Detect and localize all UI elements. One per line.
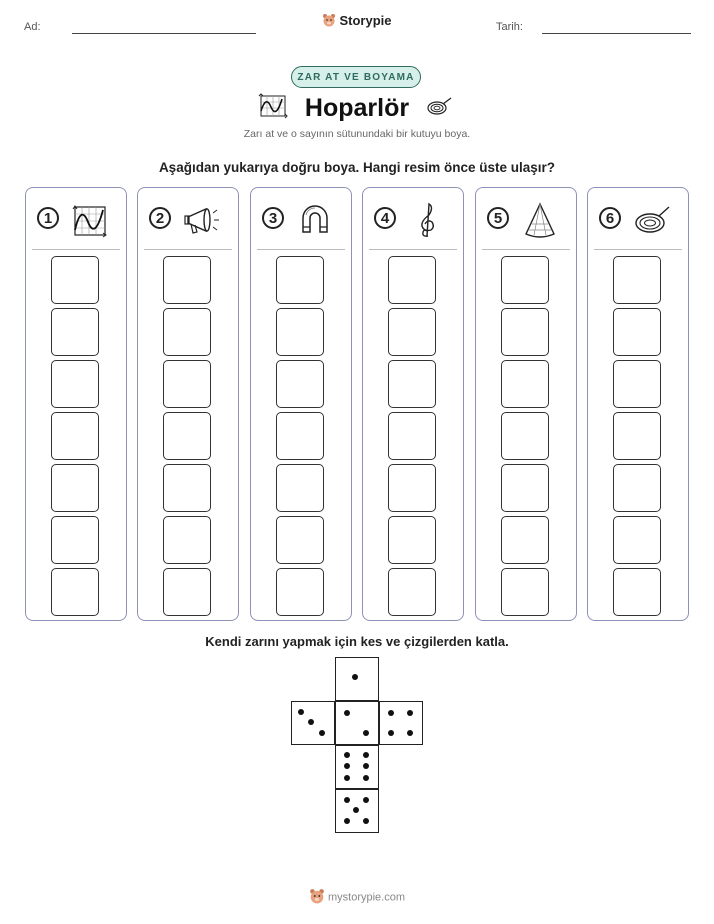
pip-dot	[363, 730, 369, 736]
pip-dot	[344, 775, 350, 781]
footer-url[interactable]: mystorypie.com	[327, 891, 406, 904]
divider	[144, 249, 232, 250]
instruction-text: Aşağıdan yukarıya doğru boya. Hangi resim önce üste ulaşır?	[158, 160, 556, 175]
name-label: Ad:	[24, 21, 41, 33]
column-number: 6	[599, 207, 621, 229]
color-box[interactable]	[501, 412, 549, 460]
pip-dot	[344, 763, 350, 769]
die-face-6	[335, 745, 379, 789]
color-box[interactable]	[51, 516, 99, 564]
color-box[interactable]	[388, 516, 436, 564]
color-box[interactable]	[276, 360, 324, 408]
column-5	[475, 187, 577, 621]
pip-dot	[363, 775, 369, 781]
pip-dot	[407, 730, 413, 736]
color-box[interactable]	[613, 464, 661, 512]
color-box[interactable]	[276, 308, 324, 356]
pip-dot	[344, 818, 350, 824]
brand-name: Storypie	[339, 13, 392, 28]
color-box[interactable]	[501, 464, 549, 512]
pip-dot	[388, 730, 394, 736]
color-box[interactable]	[388, 256, 436, 304]
subtitle: Zarı at ve o sayının sütunundaki bir kutuyu boya.	[243, 128, 471, 140]
pip-dot	[363, 818, 369, 824]
color-box[interactable]	[163, 464, 211, 512]
name-line[interactable]	[72, 33, 256, 34]
die-face-3	[291, 701, 335, 745]
bear-logo-icon	[322, 13, 336, 30]
color-box[interactable]	[388, 308, 436, 356]
magnet-icon	[295, 200, 335, 240]
color-box[interactable]	[276, 516, 324, 564]
bear-logo-icon	[309, 888, 325, 907]
color-box[interactable]	[163, 412, 211, 460]
brand-logo	[0, 13, 714, 30]
pip-dot	[352, 674, 358, 680]
column-number: 5	[487, 207, 509, 229]
divider	[482, 249, 570, 250]
color-box[interactable]	[276, 412, 324, 460]
color-box[interactable]	[501, 256, 549, 304]
pip-dot	[344, 797, 350, 803]
color-box[interactable]	[51, 308, 99, 356]
megaphone-icon	[182, 200, 222, 240]
activity-badge: ZAR AT VE BOYAMA	[291, 66, 421, 88]
color-box[interactable]	[501, 568, 549, 616]
color-box[interactable]	[163, 308, 211, 356]
color-box[interactable]	[163, 360, 211, 408]
column-2	[137, 187, 239, 621]
die-face-1	[335, 657, 379, 701]
pip-dot	[388, 710, 394, 716]
color-box[interactable]	[613, 256, 661, 304]
color-box[interactable]	[613, 568, 661, 616]
divider	[32, 249, 120, 250]
color-box[interactable]	[613, 412, 661, 460]
column-number: 4	[374, 207, 396, 229]
pip-dot	[298, 709, 304, 715]
color-box[interactable]	[163, 516, 211, 564]
color-box[interactable]	[501, 516, 549, 564]
divider	[594, 249, 682, 250]
graph-chart-icon	[70, 200, 110, 240]
die-face-5	[335, 789, 379, 833]
coiled-rope-icon	[426, 95, 454, 117]
pip-dot	[363, 797, 369, 803]
pip-dot	[363, 763, 369, 769]
color-box[interactable]	[388, 568, 436, 616]
die-face-4	[379, 701, 423, 745]
color-box[interactable]	[51, 568, 99, 616]
date-line[interactable]	[542, 33, 691, 34]
pip-dot	[407, 710, 413, 716]
divider	[369, 249, 457, 250]
color-box[interactable]	[613, 360, 661, 408]
color-box[interactable]	[276, 464, 324, 512]
column-number: 1	[37, 207, 59, 229]
color-box[interactable]	[163, 568, 211, 616]
cone-icon	[520, 200, 560, 240]
column-6	[587, 187, 689, 621]
dice-instruction: Kendi zarını yapmak için kes ve çizgilerden katla.	[205, 634, 509, 649]
column-number: 3	[262, 207, 284, 229]
color-box[interactable]	[388, 360, 436, 408]
color-box[interactable]	[51, 464, 99, 512]
color-box[interactable]	[501, 308, 549, 356]
color-box[interactable]	[501, 360, 549, 408]
pip-dot	[319, 730, 325, 736]
column-4	[362, 187, 464, 621]
treble-clef-icon	[407, 200, 447, 240]
column-number: 2	[149, 207, 171, 229]
die-face-2	[335, 701, 379, 745]
pip-dot	[363, 752, 369, 758]
color-box[interactable]	[51, 412, 99, 460]
coiled-rope-icon	[632, 200, 672, 240]
color-box[interactable]	[163, 256, 211, 304]
column-1	[25, 187, 127, 621]
color-box[interactable]	[388, 464, 436, 512]
pip-dot	[344, 710, 350, 716]
page-title: Hoparlör	[304, 94, 410, 122]
pip-dot	[308, 719, 314, 725]
pip-dot	[353, 807, 359, 813]
color-box[interactable]	[276, 568, 324, 616]
color-box[interactable]	[51, 256, 99, 304]
color-box[interactable]	[51, 360, 99, 408]
color-box[interactable]	[613, 308, 661, 356]
divider	[257, 249, 345, 250]
column-3	[250, 187, 352, 621]
color-box[interactable]	[388, 412, 436, 460]
footer	[0, 888, 714, 907]
color-box[interactable]	[276, 256, 324, 304]
date-label: Tarih:	[496, 21, 523, 33]
color-box[interactable]	[613, 516, 661, 564]
pip-dot	[344, 752, 350, 758]
